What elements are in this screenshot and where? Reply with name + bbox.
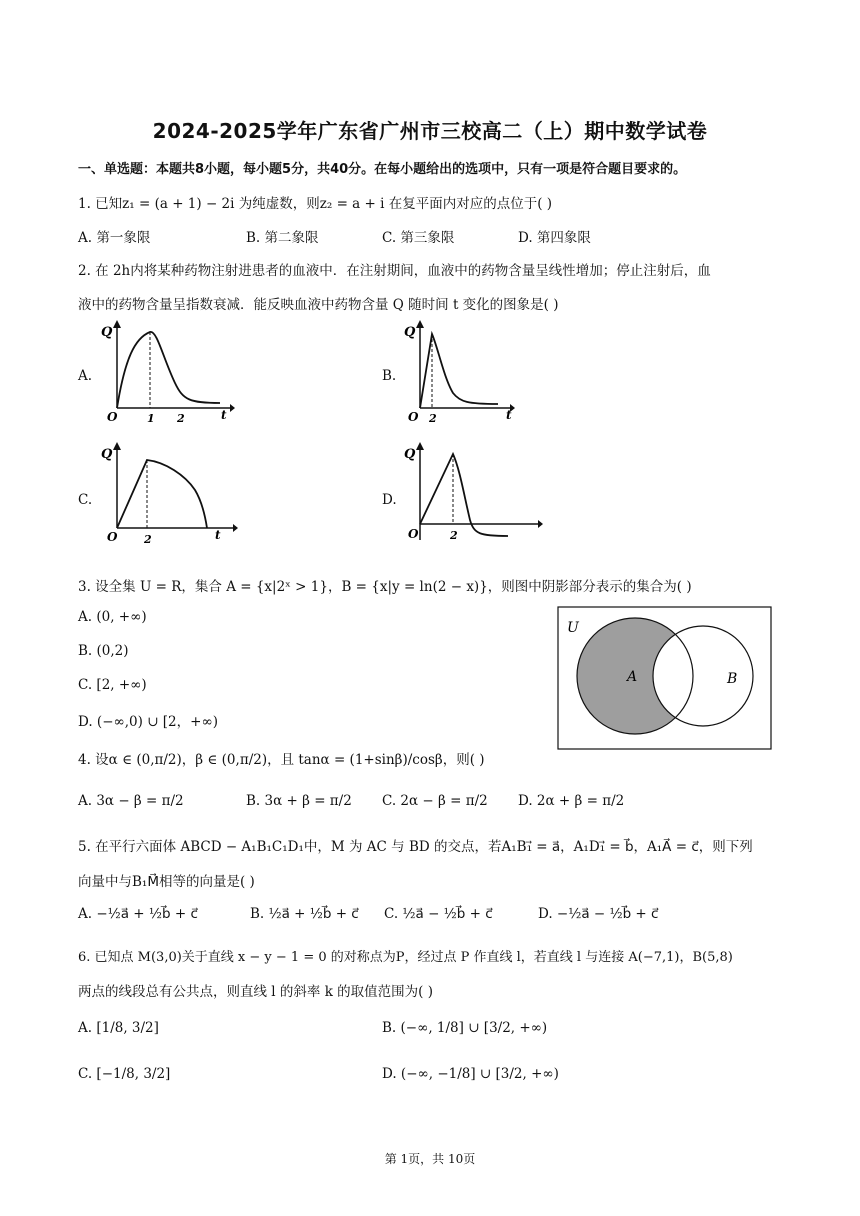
- q2-graph-c-t-label: t: [215, 528, 221, 542]
- q2-label-c: C.: [78, 492, 93, 508]
- q2-graph-b-q-label: Q: [404, 325, 416, 340]
- q2-graph-d-q-label: Q: [404, 447, 416, 462]
- q3-option-b: B. (0,2): [78, 643, 129, 659]
- q6-option-d: D. (−∞, −1/8] ∪ [3/2, +∞): [382, 1066, 559, 1082]
- q2-label-b: B.: [382, 368, 397, 384]
- q4-option-b: B. 3α + β = π/2: [246, 793, 352, 809]
- q1-option-d: D. 第四象限: [518, 230, 591, 246]
- question-5-stem-line1: 5. 在平行六面体 ABCD − A₁B₁C₁D₁中，M 为 AC 与 BD 的交点，若A₁B₁⃗ = a⃗，A₁D₁⃗ = b⃗，A₁A⃗ = c⃗，则下列: [78, 839, 753, 855]
- question-2-stem-line1: 2. 在 2h内将某种药物注射进患者的血液中．在注射期间，血液中的药物含量呈线性增加；停止注射后，血: [78, 263, 711, 279]
- q4-option-d: D. 2α + β = π/2: [518, 793, 625, 809]
- q6-option-b: B. (−∞, 1/8] ∪ [3/2, +∞): [382, 1020, 548, 1036]
- question-4-stem: 4. 设α ∈ (0,π/2)，β ∈ (0,π/2)，且 tanα = (1+sinβ)/cosβ，则( ): [78, 752, 485, 768]
- q1-option-b: B. 第二象限: [246, 230, 319, 246]
- question-6-stem-line2: 两点的线段总有公共点，则直线 l 的斜率 k 的取值范围为( ): [78, 984, 433, 1000]
- q2-graph-d: [398, 440, 548, 550]
- q2-graph-b-t-label: t: [506, 408, 512, 422]
- q3-option-d: D. (−∞,0) ∪ [2，+∞): [78, 714, 218, 730]
- q2-graph-c-q-label: Q: [101, 447, 113, 462]
- venn-b-label: B: [727, 671, 738, 687]
- q2-graph-a-q-label: Q: [101, 325, 113, 340]
- q2-label-d: D.: [382, 492, 397, 508]
- q3-option-c: C. [2, +∞): [78, 677, 147, 693]
- q2-graph-a-tick-1: 1: [147, 412, 155, 425]
- q5-option-c: C. ½a⃗ − ½b⃗ + c⃗: [384, 906, 493, 922]
- q6-option-a: A. [1/8, 3/2]: [78, 1020, 159, 1036]
- section-heading: 一、单选题：本题共8小题，每小题5分，共40分。在每小题给出的选项中，只有一项是符合题目要求的。: [78, 162, 687, 177]
- q2-graph-a: [95, 318, 235, 428]
- q2-graph-b-tick-2: 2: [429, 412, 437, 425]
- q5-option-a: A. −½a⃗ + ½b⃗ + c⃗: [78, 906, 198, 922]
- venn-u-label: U: [567, 620, 579, 636]
- page-title: 2024-2025学年广东省广州市三校高二（上）期中数学试卷: [152, 119, 708, 143]
- q2-graph-a-tick-2: 2: [177, 412, 185, 425]
- q2-graph-c-tick-2: 2: [144, 533, 152, 546]
- q1-option-c: C. 第三象限: [382, 230, 455, 246]
- question-1-stem: 1. 已知z₁ = (a + 1) − 2i 为纯虚数，则z₂ = a + i 在复平面内对应的点位于( ): [78, 196, 553, 212]
- q5-option-b: B. ½a⃗ + ½b⃗ + c⃗: [250, 906, 359, 922]
- venn-a-label: A: [627, 669, 638, 685]
- question-2-stem-line2: 液中的药物含量呈指数衰减．能反映血液中药物含量 Q 随时间 t 变化的图象是( ): [78, 297, 559, 313]
- q2-graph-c: [95, 440, 245, 550]
- q2-label-a: A.: [78, 368, 93, 384]
- q2-graph-b: [398, 318, 518, 428]
- q6-option-c: C. [−1/8, 3/2]: [78, 1066, 171, 1082]
- q2-graph-d-origin: O: [408, 527, 419, 541]
- q4-option-c: C. 2α − β = π/2: [382, 793, 488, 809]
- question-6-stem-line1: 6. 已知点 M(3,0)关于直线 x − y − 1 = 0 的对称点为P，经过点 P 作直线 l，若直线 l 与连接 A(−7,1)，B(5,8): [78, 950, 733, 965]
- q2-graph-d-tick-2: 2: [450, 529, 458, 542]
- q3-option-a: A. (0, +∞): [78, 609, 147, 625]
- q1-option-a: A. 第一象限: [78, 230, 151, 246]
- question-3-stem: 3. 设全集 U = R，集合 A = {x|2ˣ > 1}，B = {x|y = ln(2 − x)}，则图中阴影部分表示的集合为( ): [78, 579, 692, 595]
- q2-graph-a-t-label: t: [221, 408, 227, 422]
- q5-option-d: D. −½a⃗ − ½b⃗ + c⃗: [538, 906, 659, 922]
- q4-option-a: A. 3α − β = π/2: [78, 793, 184, 809]
- q2-graph-c-origin: O: [107, 530, 118, 544]
- question-5-stem-line2: 向量中与B₁M⃗相等的向量是( ): [78, 874, 255, 890]
- q3-venn-diagram: [557, 606, 772, 751]
- q2-graph-b-origin: O: [408, 410, 419, 424]
- q2-graph-a-origin: O: [107, 410, 118, 424]
- page-footer: 第 1页，共 10页: [384, 1152, 476, 1166]
